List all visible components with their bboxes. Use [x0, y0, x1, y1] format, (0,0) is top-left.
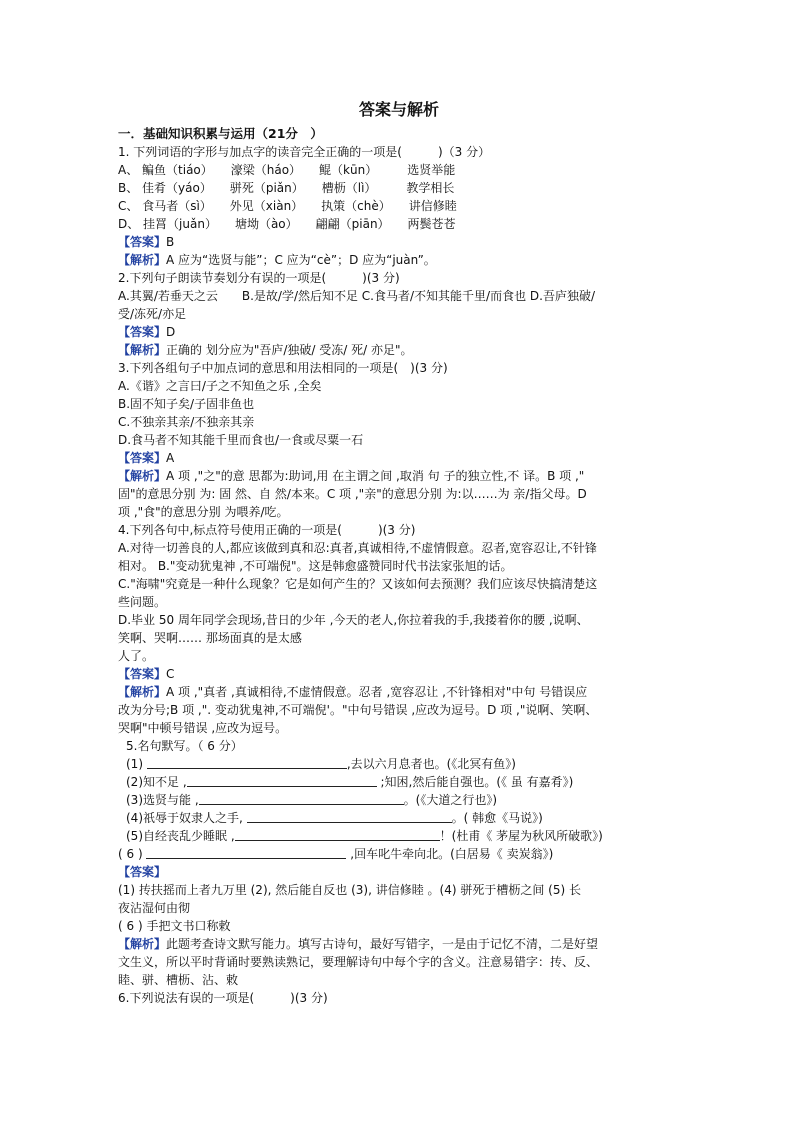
recitation-suffix: ,去以六月息者也。(《北冥有鱼》)	[346, 757, 516, 771]
recitation-suffix: 。( 韩愈《马说》)	[451, 811, 543, 825]
question-4-analysis-line-2: 改为分号;B 项 ,". 变动犹鬼神,不可端倪'。"中句号错误 ,应改为逗号。D 项 ,"说啊、笑啊、	[118, 703, 598, 717]
question-1-answer	[118, 233, 680, 251]
question-5-answer-label	[118, 863, 680, 881]
question-3-analysis-line-2: 固"的意思分别 为: 固 然、自 然/本来。C 项 ,"亲"的意思分别 为:以……为 亲/指父母。D	[118, 487, 587, 501]
answer-tag: 【答案】	[118, 451, 167, 465]
question-3-analysis-line-1	[118, 467, 680, 485]
answer-tag: 【答案】	[118, 325, 167, 339]
answer-value: D	[166, 325, 176, 339]
answer-tag: 【答案】	[118, 235, 167, 249]
recitation-item-1	[118, 755, 680, 773]
question-4-line-6: 笑啊、哭啊…… 那场面真的是太感	[118, 631, 302, 645]
recitation-suffix: ,回车叱牛牵向北。(白居易《 卖炭翁》)	[346, 847, 554, 861]
question-3-option-a: A.《谐》之言曰/子之不知鱼之乐 ,全矣	[118, 379, 322, 393]
analysis-text: A 项 ,"之"的意 思都为:助词,用 在主谓之间 ,取消 句 子的独立性,不 译。B 项 ,"	[166, 469, 585, 483]
analysis-tag: 【解析】	[118, 253, 167, 267]
question-4-line-4: 些问题。	[118, 595, 167, 609]
question-1-stem: 1. 下列词语的字形与加点字的读音完全正确的一项是( )（3 分）	[118, 145, 491, 159]
recitation-item-6	[118, 845, 680, 863]
recitation-prefix: (2)知不足 ,	[126, 775, 187, 789]
question-3-answer	[118, 449, 680, 467]
recitation-suffix: ！(杜甫《 茅屋为秋风所破歌》)	[439, 829, 603, 843]
recitation-item-5	[118, 827, 680, 845]
question-5-analysis-line-3: 睦、骈、槽枥、沾、敕	[118, 973, 239, 987]
analysis-text: 此题考查诗文默写能力。填写古诗句，最好写错字，一是由于记忆不清，二是好望	[166, 937, 599, 951]
fill-blank[interactable]	[187, 774, 377, 787]
question-3-option-b: B.固不知子矣/子固非鱼也	[118, 397, 255, 411]
question-4-analysis-line-3: 哭啊"中顿号错误 ,应改为逗号。	[118, 721, 288, 735]
answer-value: A	[166, 451, 175, 465]
question-2-options-line-2: 受/冻死/亦足	[118, 307, 187, 321]
section-heading: 一．基础知识积累与运用（21分 ）	[118, 126, 323, 141]
question-1-option-b: B、 佳肴（yáo） 骈死（piǎn） 槽枥（lì） 教学相长	[118, 181, 455, 195]
question-2-analysis	[118, 341, 680, 359]
fill-blank[interactable]	[147, 756, 347, 769]
analysis-tag: 【解析】	[118, 685, 167, 699]
answer-value: B	[166, 235, 175, 249]
question-2-stem: 2.下列句子朗读节奏划分有误的一项是( )(3 分)	[118, 271, 400, 285]
answer-tag: 【答案】	[118, 865, 167, 879]
analysis-text: 正确的 划分应为"吾庐/独破/ 受冻/ 死/ 亦足"。	[166, 343, 413, 357]
question-6-stem: 6.下列说法有误的一项是( )(3 分)	[118, 991, 328, 1005]
question-4-stem: 4.下列各句中,标点符号使用正确的一项是( )(3 分)	[118, 523, 416, 537]
question-5-analysis-line-1	[118, 935, 680, 953]
question-4-line-5: D.毕业 50 周年同学会现场,昔日的少年 ,今天的老人,你拉着我的手,我搂着你的腰 ,说啊、	[118, 613, 589, 627]
question-3-option-c: C.不独亲其亲/不独亲其亲	[118, 415, 255, 429]
question-3-stem: 3.下列各组句子中加点词的意思和用法相同的一项是( )(3 分)	[118, 361, 448, 375]
recitation-prefix: (1)	[126, 757, 147, 771]
fill-blank[interactable]	[247, 810, 452, 823]
recitation-prefix: (4)祇辱于奴隶人之手,	[126, 811, 247, 825]
analysis-tag: 【解析】	[118, 343, 167, 357]
question-1-option-c: C、 食马者（sì） 外见（xiàn） 执策（chè） 讲信修睦	[118, 199, 457, 213]
question-5-answer-line-3: ( 6 ) 手把文书口称敕	[118, 919, 231, 933]
analysis-text: A 应为“选贤与能”；C 应为“cè”；D 应为“juàn”。	[166, 253, 436, 267]
answer-tag: 【答案】	[118, 667, 167, 681]
question-5-answer-line-2: 夜沾湿何由彻	[118, 901, 191, 915]
question-1-analysis	[118, 251, 680, 269]
question-1-option-d: D、 挂罥（juǎn） 塘坳（ào） 翩翩（piān） 两鬓苍苍	[118, 217, 456, 231]
analysis-text: A 项 ,"真者 ,真诚相待,不虚情假意。忍者 ,宽容忍让 ,不针锋相对"中句 号错误应	[166, 685, 588, 699]
fill-blank[interactable]	[199, 792, 404, 805]
question-4-line-1: A.对待一切善良的人,都应该做到真和忍:真者,真诚相待,不虚情假意。忍者,宽容忍让,不针锋	[118, 541, 597, 555]
recitation-item-3	[118, 791, 680, 809]
question-5-stem: 5.名句默写。（ 6 分）	[126, 739, 243, 753]
question-3-analysis-line-3: 项 ,"食"的意思分别 为喂养/吃。	[118, 505, 289, 519]
recitation-prefix: (5)自经丧乱少睡眠 ,	[126, 829, 235, 843]
analysis-tag: 【解析】	[118, 937, 167, 951]
question-4-answer	[118, 665, 680, 683]
recitation-item-4	[118, 809, 680, 827]
recitation-suffix: ;知困,然后能自强也。(《 虽 有嘉肴》)	[376, 775, 574, 789]
answer-value: C	[166, 667, 175, 681]
recitation-suffix: 。(《大道之行也》)	[403, 793, 498, 807]
fill-blank[interactable]	[235, 828, 440, 841]
question-5-answer-line-1: (1) 抟扶摇而上者九万里 (2), 然后能自反也 (3), 讲信修睦 。(4) 骈死于槽枥之间 (5) 长	[118, 883, 581, 897]
question-1-option-a: A、 鳊鱼（tiáo） 濠梁（háo） 鲲（kūn） 选贤举能	[118, 163, 456, 177]
document-body	[118, 100, 680, 1007]
question-3-option-d: D.食马者不知其能千里而食也/一食或尽粟一石	[118, 433, 364, 447]
recitation-prefix: ( 6 )	[118, 847, 147, 861]
recitation-item-2	[118, 773, 680, 791]
page-title: 答案与解析	[358, 100, 439, 119]
analysis-tag: 【解析】	[118, 469, 167, 483]
question-4-analysis-line-1	[118, 683, 680, 701]
question-4-line-2: 相对。 B."变动犹鬼神 ,不可端倪"。这是韩愈盛赞同时代书法家张旭的话。	[118, 559, 513, 573]
fill-blank[interactable]	[146, 846, 346, 859]
recitation-prefix: (3)选贤与能 ,	[126, 793, 199, 807]
question-4-line-7: 人了。	[118, 649, 155, 663]
question-2-answer	[118, 323, 680, 341]
question-4-line-3: C."海啸"究竟是一种什么现象？它是如何产生的？又该如何去预测？我们应该尽快搞清楚这	[118, 577, 598, 591]
question-2-options-line-1: A.其翼/若垂天之云 B.是故/学/然后知不足 C.食马者/不知其能千里/而食也 D.吾庐独破/	[118, 289, 595, 303]
question-5-analysis-line-2: 文生义，所以平时背诵时要熟读熟记，要理解诗句中每个字的含义。注意易错字：抟、反、	[118, 955, 599, 969]
